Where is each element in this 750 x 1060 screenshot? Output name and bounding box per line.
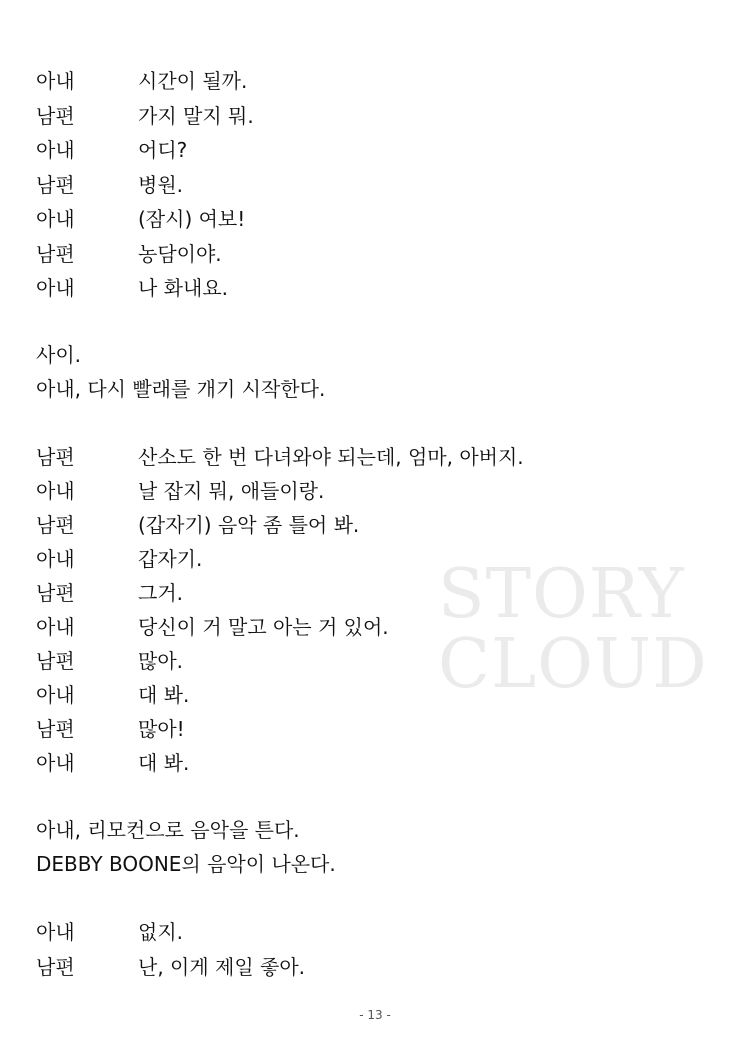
dialogue-line	[36, 204, 245, 234]
dialogue-line	[36, 476, 324, 506]
dialogue-text: 없지.	[138, 920, 183, 944]
dialogue-line	[36, 239, 222, 269]
dialogue-line	[36, 714, 185, 744]
dialogue-line	[36, 917, 183, 947]
dialogue-text: 당신이 거 말고 아는 거 있어.	[138, 615, 389, 639]
speaker-name: 남편	[36, 717, 75, 741]
stage-direction: 아내, 다시 빨래를 개기 시작한다.	[36, 377, 326, 401]
dialogue-text: 난, 이게 제일 좋아.	[138, 955, 306, 979]
stage-direction: DEBBY BOONE의 음악이 나온다.	[36, 852, 336, 876]
speaker-name: 아내	[36, 920, 75, 944]
speaker-name: 남편	[36, 242, 75, 266]
speaker-name: 아내	[36, 479, 75, 503]
speaker-name: 아내	[36, 138, 75, 162]
speaker-name: 아내	[36, 547, 75, 571]
speaker-name: 아내	[36, 615, 75, 639]
speaker-name: 남편	[36, 445, 75, 469]
dialogue-line	[36, 680, 189, 710]
dialogue-text: 가지 말지 뭐.	[138, 104, 254, 128]
dialogue-line	[36, 578, 183, 608]
dialogue-line	[36, 646, 183, 676]
dialogue-text: 많아.	[138, 649, 183, 673]
dialogue-text: 어디?	[138, 138, 188, 162]
watermark	[438, 555, 728, 704]
speaker-name: 남편	[36, 649, 75, 673]
dialogue-line	[36, 170, 183, 200]
dialogue-text: 대 봐.	[138, 751, 190, 775]
dialogue-line	[36, 135, 187, 165]
dialogue-text: (잠시) 여보!	[138, 207, 246, 231]
speaker-name: 아내	[36, 751, 75, 775]
speaker-name: 남편	[36, 173, 75, 197]
dialogue-line	[36, 101, 254, 131]
dialogue-line	[36, 442, 524, 472]
speaker-name: 남편	[36, 104, 75, 128]
speaker-name: 남편	[36, 581, 75, 605]
dialogue-text: 대 봐.	[138, 683, 190, 707]
speaker-name: 남편	[36, 955, 75, 979]
speaker-name: 아내	[36, 276, 75, 300]
dialogue-text: 병원.	[138, 173, 183, 197]
speaker-name: 아내	[36, 69, 75, 93]
watermark-line-2: CLOUD	[438, 625, 708, 704]
stage-direction: 사이.	[36, 343, 81, 367]
watermark-line-1: STORY	[438, 555, 685, 634]
dialogue-text: 그거.	[138, 581, 183, 605]
dialogue-line	[36, 273, 228, 303]
dialogue-text: 날 잡지 뭐, 애들이랑.	[138, 479, 325, 503]
dialogue-text: 나 화내요.	[138, 276, 228, 300]
dialogue-line	[36, 952, 305, 982]
speaker-name: 아내	[36, 683, 75, 707]
page-number: - 13 -	[359, 1008, 391, 1022]
dialogue-text: 많아!	[138, 717, 185, 741]
dialogue-line	[36, 66, 247, 96]
dialogue-line	[36, 544, 202, 574]
dialogue-line	[36, 612, 389, 642]
dialogue-text: (갑자기) 음악 좀 틀어 봐.	[138, 513, 360, 537]
dialogue-text: 농담이야.	[138, 242, 222, 266]
stage-direction: 아내, 리모컨으로 음악을 튼다.	[36, 818, 300, 842]
speaker-name: 남편	[36, 513, 75, 537]
speaker-name: 아내	[36, 207, 75, 231]
dialogue-text: 산소도 한 번 다녀와야 되는데, 엄마, 아버지.	[138, 445, 524, 469]
dialogue-line	[36, 748, 189, 778]
dialogue-text: 시간이 될까.	[138, 69, 248, 93]
dialogue-text: 갑자기.	[138, 547, 203, 571]
dialogue-line	[36, 510, 359, 540]
